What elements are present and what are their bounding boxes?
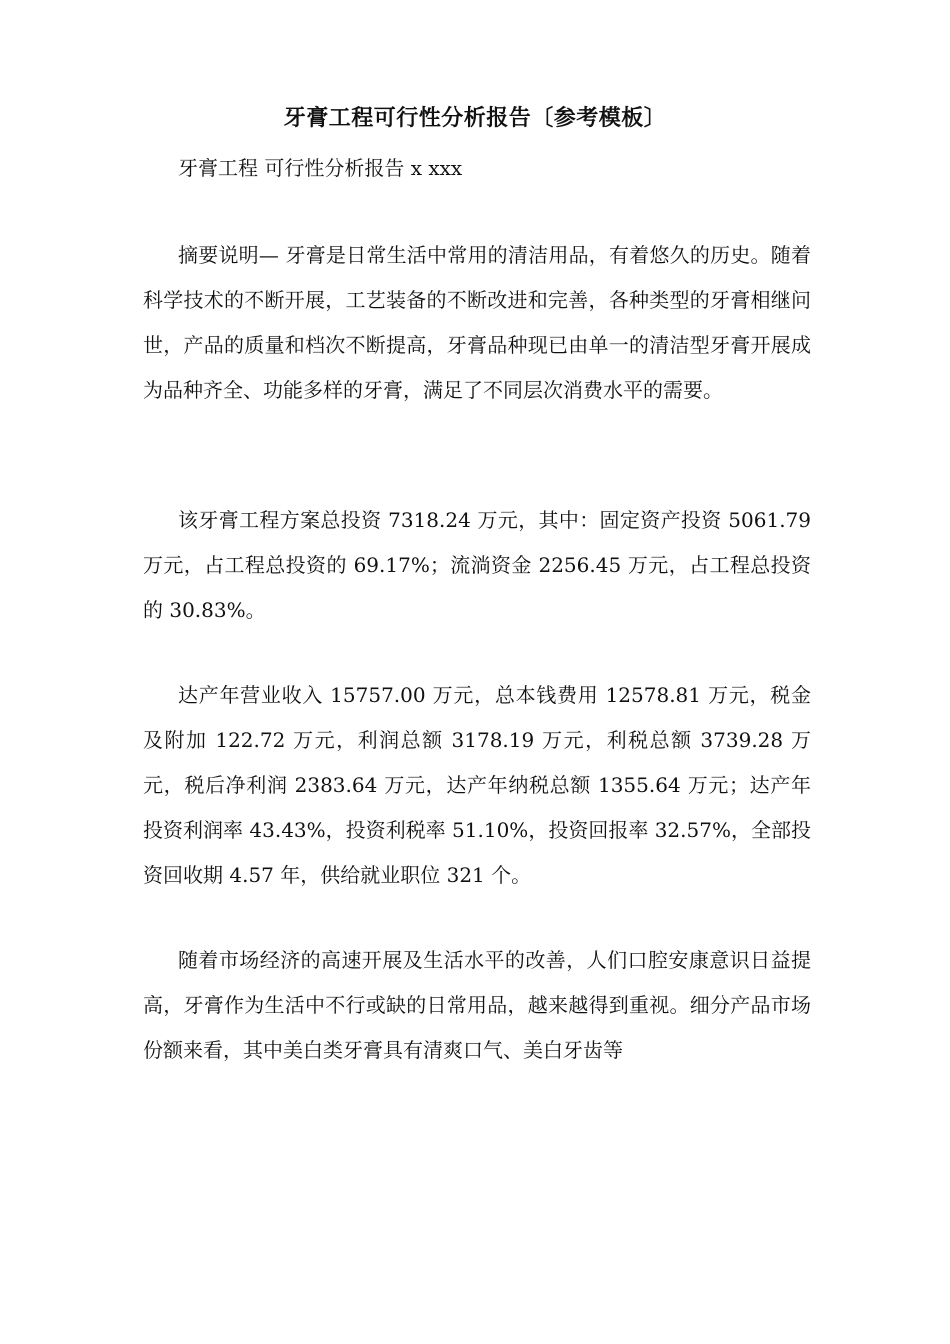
market-paragraph: 随着市场经济的高速开展及生活水平的改善，人们口腔安康意识日益提高，牙膏作为生活中不行或缺的日常用品，越来越得到重视。细分产品市场份额来看，其中美白类牙膏具有清爽口气、美白牙齿等 (143, 948, 811, 1062)
document-title: 牙膏工程可行性分析报告〔参考模板〕 (283, 105, 667, 131)
investment-paragraph: 该牙膏工程方案总投资 7318.24 万元，其中：固定资产投资 5061.79 万元，占工程总投资的 69.17%；流淌资金 2256.45 万元，占工程总投资的 30.83%。 (143, 508, 811, 622)
revenue-paragraph: 达产年营业收入 15757.00 万元，总本钱费用 12578.81 万元，税金及附加 122.72 万元，利润总额 3178.19 万元，利税总额 3739.28 万元，税后净利润 2383.64 万元，达产年纳税总额 1355.64 万元；达产年投资利润率 43.43%，投资利税率 51.10%，投资回报率 32.57%，全部投资回收期 4.57 年，供给就业职位 321 个。 (143, 683, 811, 887)
summary-paragraph: 摘要说明— 牙膏是日常生活中常用的清洁用品，有着悠久的历史。随着科学技术的不断开展，工艺装备的不断改进和完善，各种类型的牙膏相继问世，产品的质量和档次不断提高，牙膏品种现已由单一的清洁型牙膏开展成为品种齐全、功能多样的牙膏，满足了不同层次消费水平的需要。 (143, 243, 811, 402)
document-subtitle: 牙膏工程 可行性分析报告 x xxx (178, 156, 463, 180)
